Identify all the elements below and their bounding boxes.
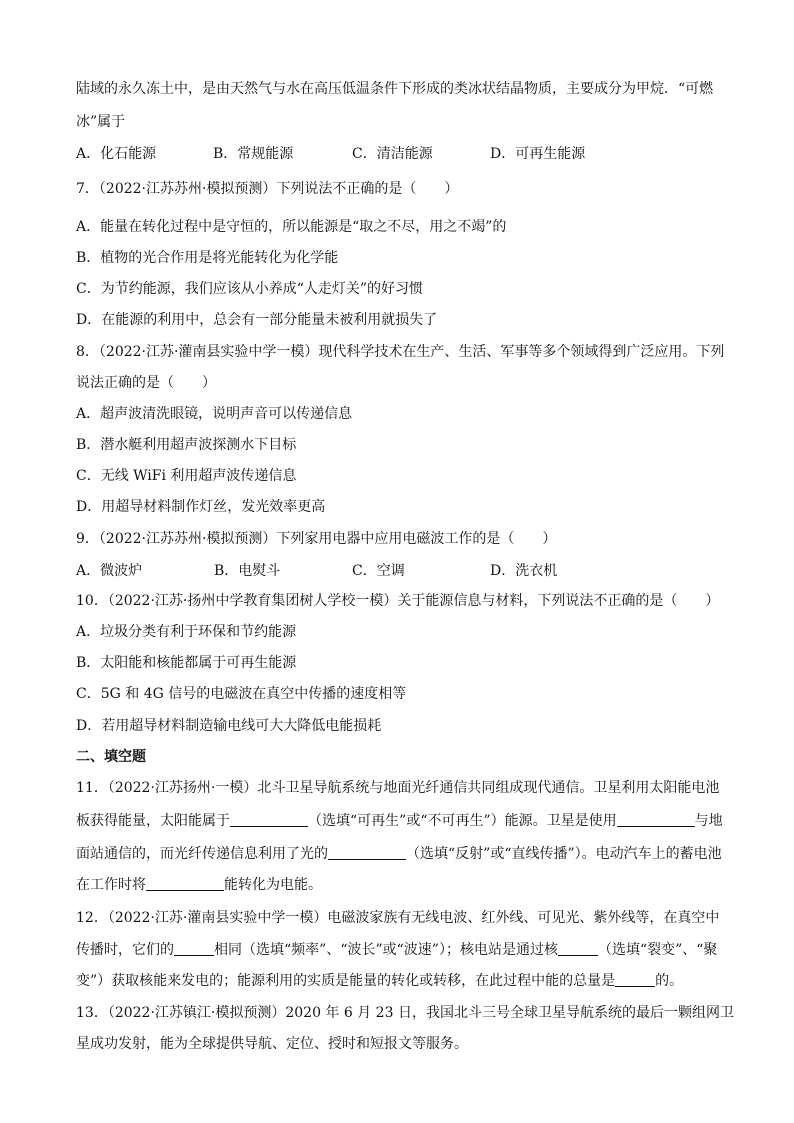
q12-line2: 传播时，它们的 相同（选填“频率”、“波长”或“波速”）；核电站是通过核 （选填“裂变”、“聚 (76, 942, 718, 958)
section-title-fill-in: 二、填空题 (76, 749, 146, 765)
q8-option-d: D．用超导材料制作灯丝，发光效率更高 (76, 499, 326, 515)
q8-option-b: B．潜水艇利用超声波探测水下目标 (76, 437, 297, 453)
q9-option-d: D．洗衣机 (490, 563, 558, 579)
q7-option-b: B．植物的光合作用是将光能转化为化学能 (76, 250, 339, 266)
q6-option-c: C．清洁能源 (352, 146, 433, 162)
q13-line2: 星成功发射，能为全球提供导航、定位、授时和短报文等服务。 (76, 1036, 468, 1052)
q8-option-a: A．超声波清洗眼镜，说明声音可以传递信息 (76, 406, 353, 422)
q6-option-a: A．化石能源 (76, 146, 157, 162)
q9-option-a: A．微波炉 (76, 563, 143, 579)
answer-blank[interactable] (615, 972, 655, 987)
q10-option-b: B．太阳能和核能都属于可再生能源 (76, 655, 297, 671)
q10-option-d: D．若用超导材料制造输电线可大大降低电能损耗 (76, 718, 382, 734)
q9-stem: 9．（2022·江苏苏州·模拟预测）下列家用电器中应用电磁波工作的是（ ） (76, 531, 557, 547)
q7-stem: 7．（2022·江苏苏州·模拟预测）下列说法不正确的是（ ） (76, 181, 459, 197)
q6-stem-line2: 冰”属于 (76, 114, 126, 130)
q6-stem-line1: 陆域的永久冻土中，是由天然气与水在高压低温条件下形成的类冰状结晶物质，主要成分为甲烷．“可燃 (76, 81, 714, 97)
q7-option-a: A．能量在转化过程中是守恒的，所以能源是“取之不尽，用之不竭”的 (76, 219, 507, 235)
q11-line2: 板获得能量，太阳能属于 （选填“可再生”或“不可再生”）能源。卫星是使用 与地 (76, 813, 723, 829)
q12-line1: 12．（2022·江苏·灌南县实验中学一模）电磁波家族有无线电波、红外线、可见光、紫外线等，在真空中 (76, 910, 720, 926)
q9-option-b: B．电熨斗 (214, 563, 281, 579)
q8-option-c: C．无线 WiFi 利用超声波传递信息 (76, 468, 297, 484)
q7-option-c: C．为节约能源，我们应该从小养成“人走灯关”的好习惯 (76, 281, 424, 297)
q8-stem-line1: 8．（2022·江苏·灌南县实验中学一模）现代科学技术在生产、生活、军事等多个领域得到广泛应用。下列 (76, 344, 725, 360)
q7-option-d: D．在能源的利用中，总会有一部分能量未被利用就损失了 (76, 312, 438, 328)
answer-blank[interactable] (617, 812, 695, 827)
q11-line3: 面站通信的，而光纤传递信息利用了光的 （选填“反射”或“直线传播”）。电动汽车上的蓄电池 (76, 846, 722, 862)
q10-option-a: A．垃圾分类有利于环保和节约能源 (76, 624, 297, 640)
q12-line3: 变”）获取核能来发电的；能源利用的实质是能量的转化或转移，在此过程中能的总量是 的。 (76, 973, 684, 989)
answer-blank[interactable] (230, 812, 308, 827)
answer-blank[interactable] (328, 845, 406, 860)
q9-option-c: C．空调 (352, 563, 405, 579)
q11-line4: 在工作时将 能转化为电能。 (76, 877, 322, 893)
q10-stem: 10．（2022·江苏·扬州中学教育集团树人学校一模）关于能源信息与材料，下列说法不正确的是（ ） (76, 593, 720, 609)
q10-option-c: C．5G 和 4G 信号的电磁波在真空中传播的速度相等 (76, 686, 407, 702)
q6-option-b: B．常规能源 (213, 146, 294, 162)
q11-line1: 11．（2022·江苏扬州·一模）北斗卫星导航系统与地面光纤通信共同组成现代通信。卫星利用太阳能电池 (76, 780, 720, 796)
q6-option-d: D．可再生能源 (490, 146, 586, 162)
answer-blank[interactable] (558, 941, 598, 956)
q13-line1: 13．（2022·江苏镇江·模拟预测）2020 年 6 月 23 日，我国北斗三号全球卫星导航系统的最后一颗组网卫 (76, 1005, 734, 1021)
answer-blank[interactable] (146, 876, 224, 891)
answer-blank[interactable] (174, 941, 214, 956)
q8-stem-line2: 说法正确的是（ ） (76, 375, 216, 391)
